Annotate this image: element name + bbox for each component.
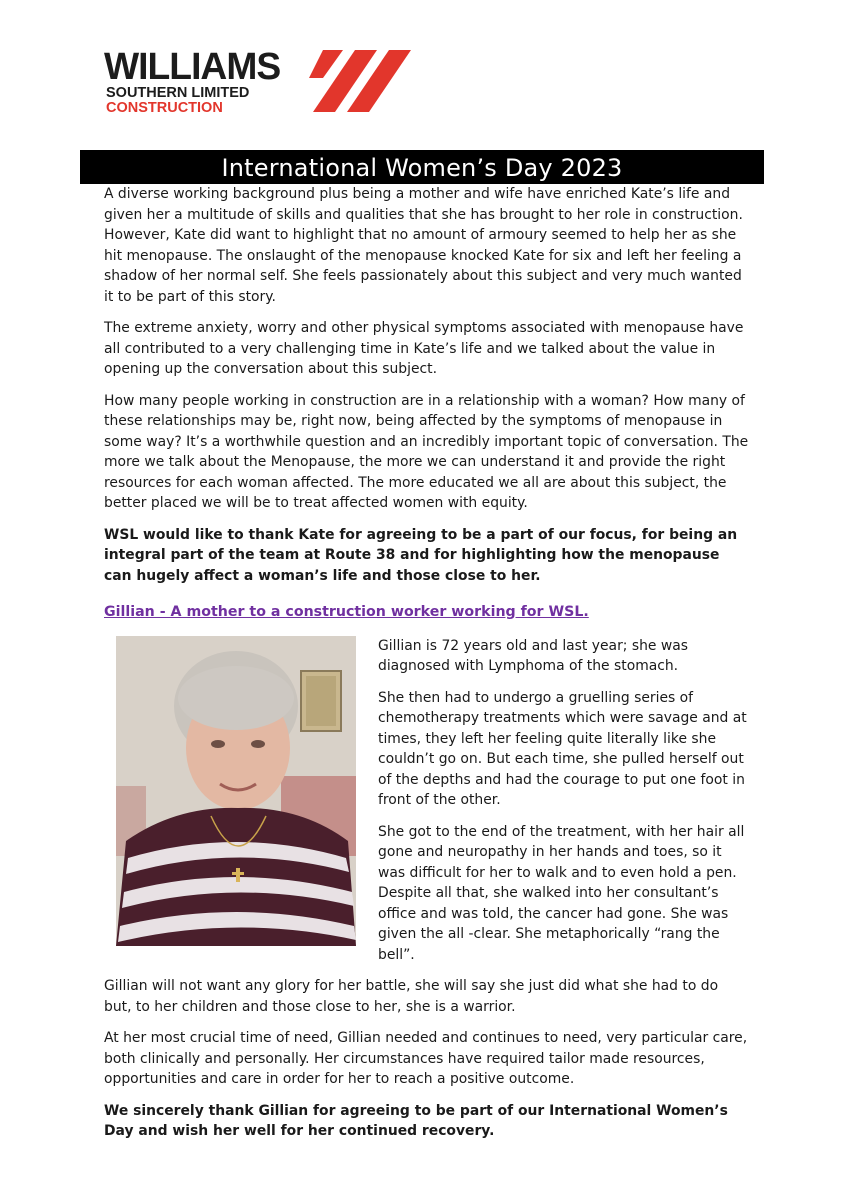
page-title: International Women’s Day 2023 (80, 150, 764, 184)
paragraph: She got to the end of the treatment, with her hair all gone and neuropathy in her hands and toes, so it was difficult for her to walk and to even hold a pen. Despite all that, she walked into her consultant’s office and was told, the cancer had gone. She was given the all -clear. She metaphorically “rang the bell”. (378, 823, 745, 963)
thank-you-kate: WSL would like to thank Kate for agreeing to be a part of our focus, for being an integral part of the team at Route 38 and for highlighting how the menopause can hugely affect a woman’s life and those close to her. (104, 526, 738, 584)
gillian-photo (116, 636, 356, 946)
paragraph: The extreme anxiety, worry and other physical symptoms associated with menopause have all contributed to a very challenging time in Kate’s life and we talked about the value in opening up the conversation about this subject. (104, 320, 744, 377)
paragraph: At her most crucial time of need, Gillian needed and continues to need, very particular care, both clinically and personally. Her circumstances have required tailor made resources, opportunities and care in order for her to reach a positive outcome. (104, 1030, 748, 1087)
logo-subtitle-accent: CONSTRUCTION (106, 100, 223, 116)
company-logo (104, 46, 424, 120)
logo-stripes-icon (309, 50, 419, 112)
logo-wordmark: WILLIAMS (104, 46, 281, 88)
thank-you-gillian: We sincerely thank Gillian for agreeing to be part of our International Women’s Day and wish her well for her continued recovery. (104, 1102, 728, 1139)
paragraph: Gillian is 72 years old and last year; she was diagnosed with Lymphoma of the stomach. (378, 637, 688, 674)
paragraph: She then had to undergo a gruelling series of chemotherapy treatments which were savage and at times, they left her feeling quite literally like she couldn’t go on. But each time, she pulled herself out of the depths and had the courage to put one foot in front of the other. (378, 689, 747, 808)
section-heading-gillian: Gillian - A mother to a construction worker working for WSL. (104, 604, 589, 620)
paragraph: Gillian will not want any glory for her battle, she will say she just did what she had to do but, to her children and those close to her, she is a warrior. (104, 978, 719, 1015)
logo-subtitle: SOUTHERN LIMITED (106, 85, 250, 101)
paragraph: A diverse working background plus being a mother and wife have enriched Kate’s life and given her a multitude of skills and qualities that she has brought to her role in construction. However, Kate did want to highlight that no amount of armoury seemed to help her as she hit menopause. The onslaught of the menopause knocked Kate for six and left her feeling a shadow of her normal self. She feels passionately about this subject and very much wanted it to be part of this story. (104, 186, 743, 305)
article-body (104, 184, 749, 1153)
paragraph: How many people working in construction are in a relationship with a woman? How many of these relationships may be, right now, being affected by the symptoms of menopause in some way? It’s a worthwhile question and an incredibly important topic of conversation. The more we talk about the Menopause, the more we can understand it and provide the right resources for each woman affected. The more educated we all are about this subject, the better placed we will be to treat affected women with equity. (104, 392, 749, 511)
